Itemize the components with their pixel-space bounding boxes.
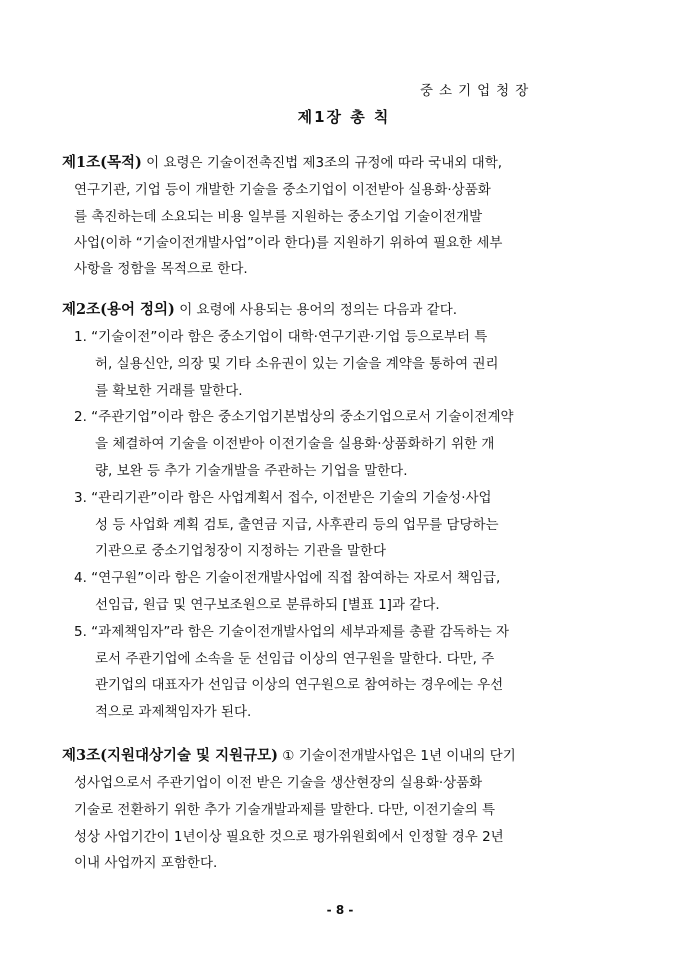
article-3-heading: 제3조(지원대상기술 및 지원규모)	[62, 747, 278, 764]
article-3-line-5: 이내 사업까지 포함한다.	[74, 855, 218, 871]
article-2-item-2-line-3: 량, 보완 등 추가 기술개발을 주관하는 기업을 말한다.	[95, 463, 408, 479]
issuing-agency: 중소기업청장	[420, 83, 535, 99]
article-2-item-1-line-3: 를 확보한 거래를 말한다.	[95, 383, 243, 399]
article-2-line-1: 이 요령에 사용되는 용어의 정의는 다음과 같다.	[179, 302, 458, 318]
article-2-item-3-line-1: 3. “관리기관”이라 함은 사업계획서 접수, 이전받은 기술의 기술성·사업	[74, 490, 492, 506]
article-2-item-5-line-3: 관기업의 대표자가 선임급 이상의 연구원으로 참여하는 경우에는 우선	[95, 677, 504, 693]
article-1-line-3: 를 촉진하는데 소요되는 비용 일부를 지원하는 중소기업 기술이전개발	[74, 209, 483, 225]
article-1-line-5: 사항을 정함을 목적으로 한다.	[74, 261, 248, 277]
page-number: - 8 -	[326, 903, 354, 917]
article-2-item-1-line-1: 1. “기술이전”이라 함은 중소기업이 대학·연구기관·기업 등으로부터 특	[74, 329, 488, 345]
article-1-line-1: 이 요령은 기술이전촉진법 제3조의 규정에 따라 국내외 대학,	[146, 155, 503, 171]
article-2-item-3-line-3: 기관으로 중소기업청장이 지정하는 기관을 말한다	[95, 543, 387, 559]
article-2-item-4-line-1: 4. “연구원”이라 함은 기술이전개발사업에 직접 참여하는 자로서 책임급,	[74, 570, 501, 586]
article-2-item-1-line-2: 허, 실용신안, 의장 및 기타 소유권이 있는 기술을 계약을 통하여 권리	[95, 356, 499, 372]
article-2-heading: 제2조(용어 정의)	[62, 301, 175, 318]
article-2-item-2-line-1: 2. “주관기업”이라 함은 중소기업기본법상의 중소기업으로서 기술이전계약	[74, 409, 514, 425]
chapter-title: 제1장 총 칙	[297, 108, 391, 126]
article-1-line-2: 연구기관, 기업 등이 개발한 기술을 중소기업이 이전받아 실용화·상품화	[74, 182, 491, 198]
article-1-heading: 제1조(목적)	[62, 154, 142, 171]
article-1-first-line	[62, 153, 502, 173]
article-1-line-4: 사업(이하 “기술이전개발사업”이라 한다)를 지원하기 위하여 필요한 세부	[74, 235, 503, 251]
article-2-item-2-line-2: 을 체결하여 기술을 이전받아 이전기술을 실용화·상품화하기 위한 개	[95, 436, 495, 452]
article-3-first-line	[62, 746, 516, 766]
article-2-item-4-line-2: 선임급, 원급 및 연구보조원으로 분류하되 [별표 1]과 같다.	[95, 597, 440, 613]
article-3-line-4: 성상 사업기간이 1년이상 필요한 것으로 평가위원회에서 인정할 경우 2년	[74, 829, 504, 845]
article-2-item-5-line-4: 적으로 과제책임자가 된다.	[95, 704, 252, 720]
article-3-line-1: ① 기술이전개발사업은 1년 이내의 단기	[282, 748, 516, 764]
article-3-line-2: 성사업으로서 주관기업이 이전 받은 기술을 생산현장의 실용화·상품화	[74, 775, 483, 791]
article-2-first-line	[62, 300, 457, 320]
article-2-item-3-line-2: 성 등 사업화 계획 검토, 출연금 지급, 사후관리 등의 업무를 담당하는	[95, 517, 499, 533]
article-3-line-3: 기술로 전환하기 위한 추가 기술개발과제를 말한다. 다만, 이전기술의 특	[74, 802, 496, 818]
article-2-item-5-line-2: 로서 주관기업에 소속을 둔 선임급 이상의 연구원을 말한다. 다만, 주	[95, 651, 495, 667]
article-2-item-5-line-1: 5. “과제책임자”라 함은 기술이전개발사업의 세부과제를 총괄 감독하는 자	[74, 624, 510, 640]
